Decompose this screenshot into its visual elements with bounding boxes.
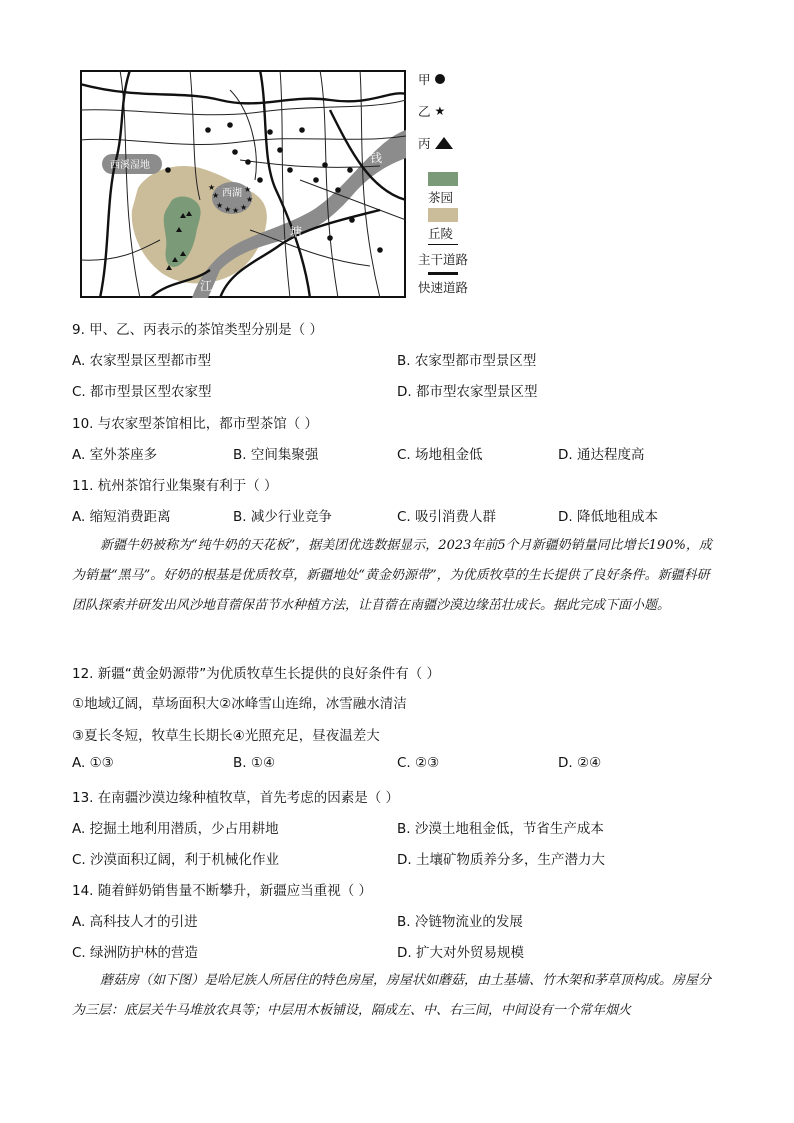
q13-option-c[interactable]: C. 沙漠面积辽阔，利于机械化作业 bbox=[72, 852, 280, 868]
star-icon: ★ bbox=[434, 104, 446, 118]
svg-text:★: ★ bbox=[208, 183, 216, 192]
filled-circle-icon bbox=[435, 74, 445, 84]
q12-option-d[interactable]: D. ②④ bbox=[558, 755, 602, 771]
q9-option-d[interactable]: D. 都市型农家型景区型 bbox=[397, 384, 538, 400]
map-svg bbox=[80, 70, 406, 298]
legend-yi bbox=[418, 102, 445, 120]
legend-express-road-label: 快速道路 bbox=[418, 280, 469, 295]
q11-option-d[interactable]: D. 降低地租成本 bbox=[558, 509, 658, 525]
legend-bing-label: 丙 bbox=[418, 136, 431, 151]
q13-option-a[interactable]: A. 挖掘土地利用潜质，少占用耕地 bbox=[72, 821, 279, 837]
wetland-label: 西溪湿地 bbox=[110, 160, 150, 171]
q12-statement-line-2: ③夏长冬短，牧草生长期长④光照充足，昼夜温差大 bbox=[72, 728, 380, 744]
q10-option-b[interactable]: B. 空间集聚强 bbox=[233, 447, 319, 463]
svg-text:★: ★ bbox=[246, 195, 254, 204]
lake-label: 西湖 bbox=[222, 188, 242, 199]
triangle-icon bbox=[435, 137, 453, 149]
svg-text:★: ★ bbox=[216, 201, 224, 210]
question-9-stem: 9. 甲、乙、丙表示的茶馆类型分别是（ ） bbox=[72, 322, 323, 338]
passage-xinjiang: 新疆牛奶被称为“纯牛奶的天花板”，据美团优选数据显示，2023年前5个月新疆奶销量同比增长190%，成为销量“黑马”。好奶的根基是优质牧草，新疆地处“黄金奶源带”，为优质牧草的生长提供了良好条件。新疆科研团队探索并研发出风沙地苜蓿保苗节水种植方法，让苜蓿在南疆沙漠边缘茁壮成长。据此完成下面小题。 bbox=[72, 538, 712, 613]
hills-swatch bbox=[428, 208, 458, 222]
legend-jia bbox=[418, 70, 445, 88]
q12-option-b[interactable]: B. ①④ bbox=[233, 755, 276, 771]
question-13-stem: 13. 在南疆沙漠边缘种植牧草，首先考虑的因素是（ ） bbox=[72, 790, 400, 806]
map-legend bbox=[418, 68, 498, 298]
passage-mushroom-house: 蘑菇房（如下图）是哈尼族人所居住的特色房屋，房屋状如蘑菇，由土基墙、竹木架和茅草顶构成。房屋分为三层：底层关牛马堆放农具等；中层用木板铺设，隔成左、中、右三间，中间设有一个常年烟火 bbox=[72, 973, 712, 1018]
svg-text:★: ★ bbox=[232, 206, 240, 215]
q11-option-b[interactable]: B. 减少行业竞争 bbox=[233, 509, 332, 525]
svg-text:★: ★ bbox=[224, 205, 232, 214]
question-11-stem: 11. 杭州茶馆行业集聚有利于（ ） bbox=[72, 478, 278, 494]
river-label-qian: 钱 bbox=[370, 151, 383, 165]
q12-statement-line-1: ①地域辽阔，草场面积大②冰峰雪山连绵，冰雪融水清洁 bbox=[72, 696, 407, 712]
q10-option-d[interactable]: D. 通达程度高 bbox=[558, 447, 645, 463]
legend-yi-label: 乙 bbox=[418, 104, 431, 119]
tea-garden-swatch bbox=[428, 172, 458, 186]
q9-option-c[interactable]: C. 都市型景区型农家型 bbox=[72, 384, 212, 400]
q11-option-c[interactable]: C. 吸引消费人群 bbox=[397, 509, 497, 525]
main-road-line bbox=[428, 244, 458, 245]
svg-text:★: ★ bbox=[212, 191, 220, 200]
q9-option-a[interactable]: A. 农家型景区型都市型 bbox=[72, 353, 212, 369]
svg-text:★: ★ bbox=[240, 203, 248, 212]
legend-hills-label: 丘陵 bbox=[428, 226, 454, 241]
q14-option-b[interactable]: B. 冷链物流业的发展 bbox=[397, 914, 523, 930]
q13-option-b[interactable]: B. 沙漠土地租金低，节省生产成本 bbox=[397, 821, 604, 837]
river-label-jiang: 江 bbox=[200, 279, 213, 293]
svg-text:★: ★ bbox=[244, 185, 252, 194]
q14-option-a[interactable]: A. 高科技人才的引进 bbox=[72, 914, 198, 930]
q12-option-a[interactable]: A. ①③ bbox=[72, 755, 114, 771]
q10-option-a[interactable]: A. 室外茶座多 bbox=[72, 447, 158, 463]
q12-option-c[interactable]: C. ②③ bbox=[397, 755, 440, 771]
legend-main-road-label: 主干道路 bbox=[418, 252, 469, 267]
tea-house-map bbox=[80, 70, 406, 298]
question-12-stem: 12. 新疆“黄金奶源带”为优质牧草生长提供的良好条件有（ ） bbox=[72, 666, 441, 682]
question-10-stem: 10. 与农家型茶馆相比，都市型茶馆（ ） bbox=[72, 416, 319, 432]
q10-option-c[interactable]: C. 场地租金低 bbox=[397, 447, 483, 463]
q14-option-d[interactable]: D. 扩大对外贸易规模 bbox=[397, 945, 524, 961]
q9-option-b[interactable]: B. 农家型都市型景区型 bbox=[397, 353, 537, 369]
q14-option-c[interactable]: C. 绿洲防护林的营造 bbox=[72, 945, 199, 961]
river-label-tang: 塘 bbox=[290, 225, 303, 239]
q11-option-a[interactable]: A. 缩短消费距离 bbox=[72, 509, 171, 525]
legend-jia-label: 甲 bbox=[418, 72, 431, 87]
express-road-line bbox=[428, 272, 458, 275]
legend-bing bbox=[418, 134, 453, 152]
legend-tea-garden-label: 茶园 bbox=[428, 190, 454, 205]
q13-option-d[interactable]: D. 土壤矿物质养分多，生产潜力大 bbox=[397, 852, 605, 868]
question-14-stem: 14. 随着鲜奶销售量不断攀升，新疆应当重视（ ） bbox=[72, 883, 373, 899]
